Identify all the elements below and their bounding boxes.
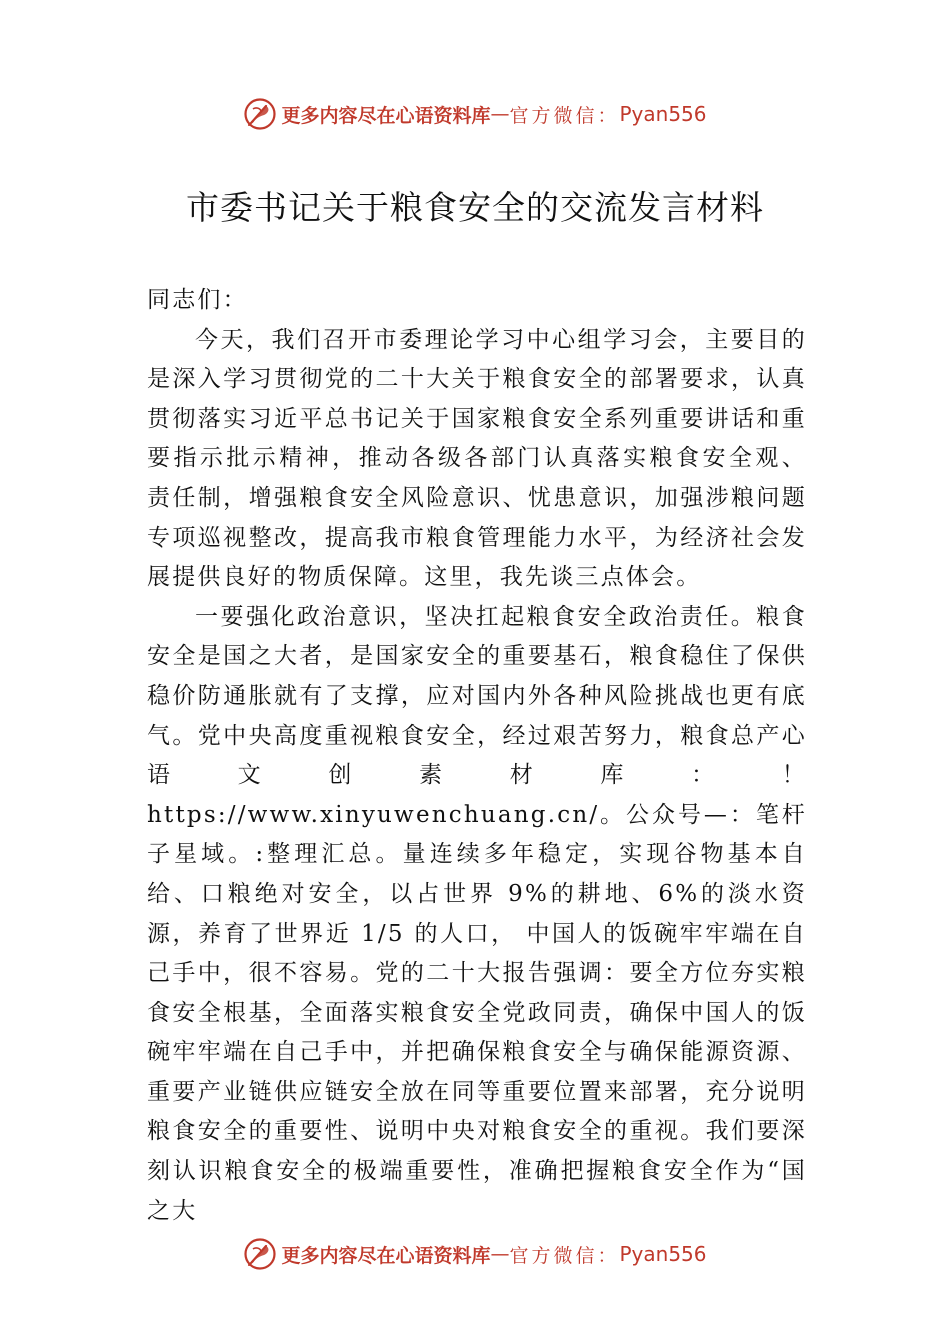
banner-wechat-id: Pyan556 [619,102,707,126]
footer-banner [0,1234,950,1274]
paragraph: 今天，我们召开市委理论学习中心组学习会，主要目的是深入学习贯彻党的二十大关于粮食安全的部署要求，认真贯彻落实习近平总书记关于国家粮食安全系列重要讲话和重要指示批示精神，推动各级各部门认真落实粮食安全观、 责任制，增强粮食安全风险意识、忧患意识，加强涉粮问题专项巡视整改，提高我市粮食管理能力水平，为经济社会发展提供良好的物质保障。这里，我先谈三点体会。 [147,326,807,591]
paragraph: 一要强化政治意识，坚决扛起粮食安全政治责任。粮食安全是国之大者，是国家安全的重要基石，粮食稳住了保供稳价防通胀就有了支撑，应对国内外各种风险挑战也更有底气。党中央高度重视粮食安全，经过艰苦努力，粮食总产心语文创素材库：！https://www.xinyuwenchuang.cn/。公众号—：笔杆子星域。:整理汇总。量连续多年稳定，实现谷物基本自给、口粮绝对安全，以占世界 9%的耕地、6%的淡水资源，养育了世界近 1/5 的人口， 中国人的饭碗牢牢端在自己手中，很不容易。党的二十大报告强调：要全方位夯实粮食安全根基，全面落实粮食安全党政同责，确保中国人的饭碗牢牢端在自己手中，并把确保粮食安全与确保能源资源、重要产业链供应链安全放在同等重要位置来部署，充分说明粮食安全的重要性、说明中央对粮食安全的重视。我们要深刻认识粮食安全的极端重要性，准确把握粮食安全作为“国之大 [147,603,807,1224]
banner-main-text: 更多内容尽在心语资料库 [281,104,491,127]
greeting: 同志们： [147,287,248,313]
document-title: 市委书记关于粮食安全的交流发言材料 [186,188,764,227]
banner-wechat-id: Pyan556 [619,1242,707,1266]
quill-pen-logo-icon [243,97,277,131]
banner-main-text: 更多内容尽在心语资料库 [281,1244,491,1267]
banner-dash: — [490,1243,510,1265]
banner-dash: — [490,103,510,125]
header-banner [0,94,950,134]
quill-pen-logo-icon [243,1237,277,1271]
banner-wechat-label: 官方微信： [509,104,620,127]
document-body [147,281,807,1231]
banner-wechat-label: 官方微信： [509,1244,620,1267]
